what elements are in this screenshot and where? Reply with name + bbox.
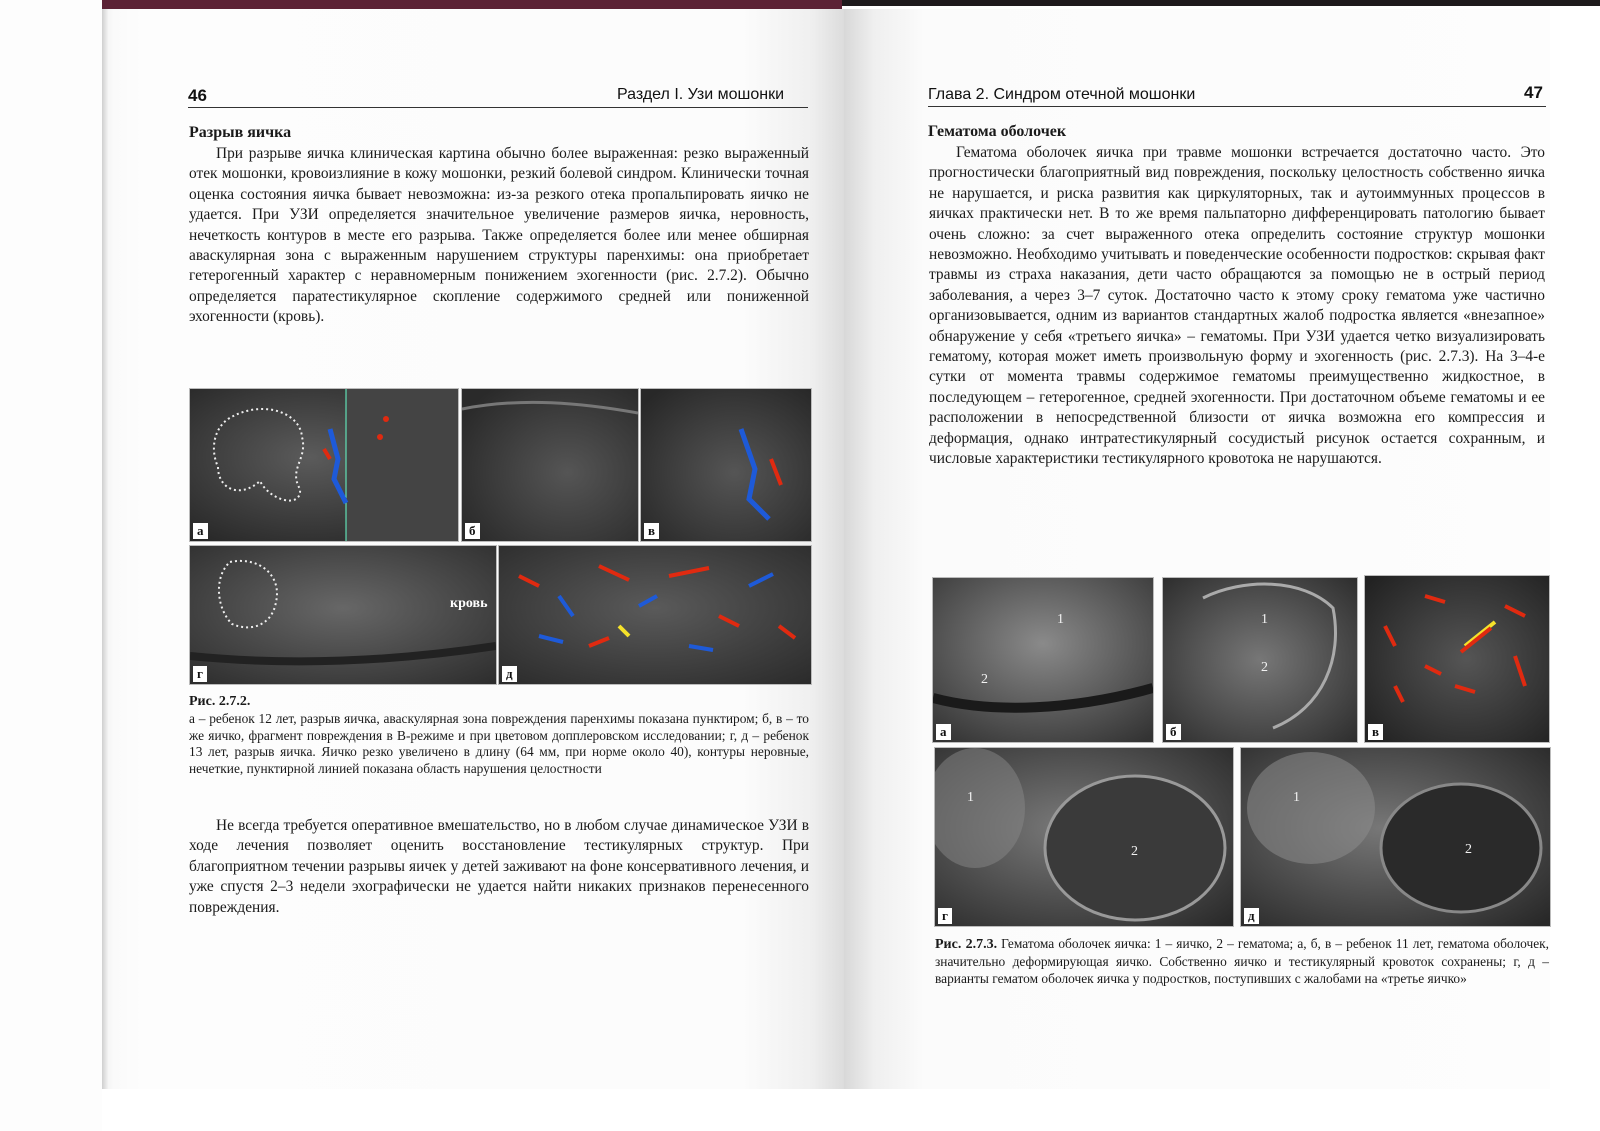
ultrasound-panel-r-d	[934, 747, 1234, 927]
ultrasound-panel-b	[461, 388, 639, 542]
ultrasound-panel-r-b	[1162, 577, 1358, 743]
page-number-left: 46	[188, 86, 207, 105]
panel-label-r-a: а	[936, 724, 951, 740]
scan-margin-left	[0, 0, 102, 1131]
panel-label-r-e: д	[1244, 908, 1259, 924]
section-title-right: Гематома оболочек	[928, 123, 1067, 140]
paragraph-left-2: Не всегда требуется оперативное вмешательство, но в любом случае динамическое УЗИ в ходе лечения позволяет оценить восстановление тестикулярных структур. При благоприятном течении разрывы яичек у детей заживают на фоне консервативного лечения, и уже спустя 2–3 недели эхографически не удается найти никаких признаков перенесенного повреждения.	[189, 817, 809, 916]
paragraph-right-1: Гематома оболочек яичка при травме мошонки встречается достаточно часто. Это прогностически благоприятный вид повреждения, поскольку целостность собственно яичка не нарушается, и риска развития как циркуляторных, так и аутоиммунных процессов в яичках практически нет. В то же время пальпаторно дифференцировать патологию бывает очень сложно: за счет выраженного отека определить состояние структур мошонки невозможно. Необходимо учитывать и поведенческие особенности подростков: скрывая факт травмы из страха наказания, дети часто обращаются за помощью не в острый период заболевания, а через 3–7 суток. Достаточно часто к этому сроку гематома уже частично организовывается, одним из вариантов стандартных жалоб подростка является «внезапное» обнаружение у себя «третьего яичка» – гематомы. При УЗИ удается четко визуализировать гематому, которая может иметь произвольную форму и эхогенность (рис. 2.7.3). На 3–4-е сутки от момента травмы содержимое гематомы преимущественно жидкостное, в последующем – гетерогенное, средней эхогенности. При достаточном объеме гематомы и ее расположении в непосредственной близости от яичка возможна его компрессия и деформация, однако интратестикулярный сосудистый рисунок остается сохранным, и числовые характеристики тестикулярного кровотока не нарушаются.	[929, 144, 1545, 468]
panel-label-d: г	[193, 666, 207, 682]
panel-label-a: а	[193, 523, 208, 539]
ultrasound-panel-r-e	[1240, 747, 1551, 927]
ultrasound-panel-r-a	[932, 577, 1154, 743]
running-head-right: Глава 2. Синдром отечной мошонки	[928, 86, 1196, 103]
panel-label-b: б	[465, 523, 480, 539]
figure-caption-right	[935, 936, 1549, 987]
label-blood: кровь	[450, 596, 488, 611]
ultrasound-panel-c	[640, 388, 812, 542]
label-hematoma: 2	[1261, 660, 1268, 675]
running-head-left: Раздел I. Узи мошонки	[617, 86, 785, 103]
caption-text-right: Гематома оболочек яичка: 1 – яичко, 2 – гематома; а, б, в – ребенок 11 лет, гематома оболочек, значительно деформирующая яичко. Собственно яичко и тестикулярный кровоток сохранены; г, д – варианты гематом оболочек яичка у подростков, поступивших с жалобами на «третье яичко»	[935, 936, 1550, 986]
scan-bottom-margin	[102, 1089, 1550, 1131]
ultrasound-panel-d	[189, 545, 497, 685]
caption-title-left: Рис. 2.7.2.	[189, 694, 251, 709]
label-testis: 1	[1057, 612, 1064, 627]
figure-caption-left	[189, 693, 809, 778]
ultrasound-panel-r-c	[1364, 575, 1550, 743]
ultrasound-panel-a	[189, 388, 459, 542]
book-cover-edge-right	[842, 0, 1600, 6]
caption-title-right: Рис. 2.7.3.	[935, 937, 998, 952]
label-testis: 1	[967, 790, 974, 805]
label-testis: 1	[1293, 790, 1300, 805]
paragraph-left-1: При разрыве яичка клиническая картина обычно более выраженная: резко выраженный отек мошонки, кровоизлияние в кожу мошонки, резкий болевой синдром. Клинически точная оценка состояния яичка бывает невозможна: из-за резкого отека пропальпировать яичко не удается. При УЗИ определяется значительное увеличение размеров яичка, неровность, нечеткость контуров в месте его разрыва. Также определяется более или менее обширная аваскулярная зона с выраженным нарушением структуры паренхимы: она приобретает гетерогенный характер с неравномерным понижением эхогенности (рис. 2.7.2). Обычно определяется паратестикулярное скопление содержимого средней или пониженной эхогенности (кровь).	[189, 145, 809, 326]
panel-label-c: в	[644, 523, 659, 539]
panel-label-r-c: в	[1368, 724, 1383, 740]
label-testis: 1	[1261, 612, 1268, 627]
label-hematoma: 2	[1465, 842, 1472, 857]
book-cover-edge	[102, 0, 842, 9]
header-rule-right	[928, 106, 1546, 107]
caption-text-left: а – ребенок 12 лет, разрыв яичка, аваскулярная зона повреждения паренхимы показана пунктиром; б, в – то же яичко, фрагмент повреждения в В-режиме и при цветовом допплеровском исследовании; г, д – ребенок 13 лет, разрыв яичка. Яичко резко увеличено в длину (64 мм, при норме около 40), контуры неровные, нечеткие, пунктирной линией показана область нарушения целостности	[189, 710, 809, 777]
panel-label-e: д	[502, 666, 517, 682]
label-hematoma: 2	[981, 672, 988, 687]
page-edge	[102, 9, 108, 1089]
panel-label-r-d: г	[938, 908, 952, 924]
header-rule-left	[188, 107, 808, 108]
ultrasound-panel-e	[498, 545, 812, 685]
page-number-right: 47	[1524, 83, 1543, 102]
panel-label-r-b: б	[1166, 724, 1181, 740]
section-title-left: Разрыв яичка	[189, 124, 292, 141]
label-hematoma: 2	[1131, 844, 1138, 859]
